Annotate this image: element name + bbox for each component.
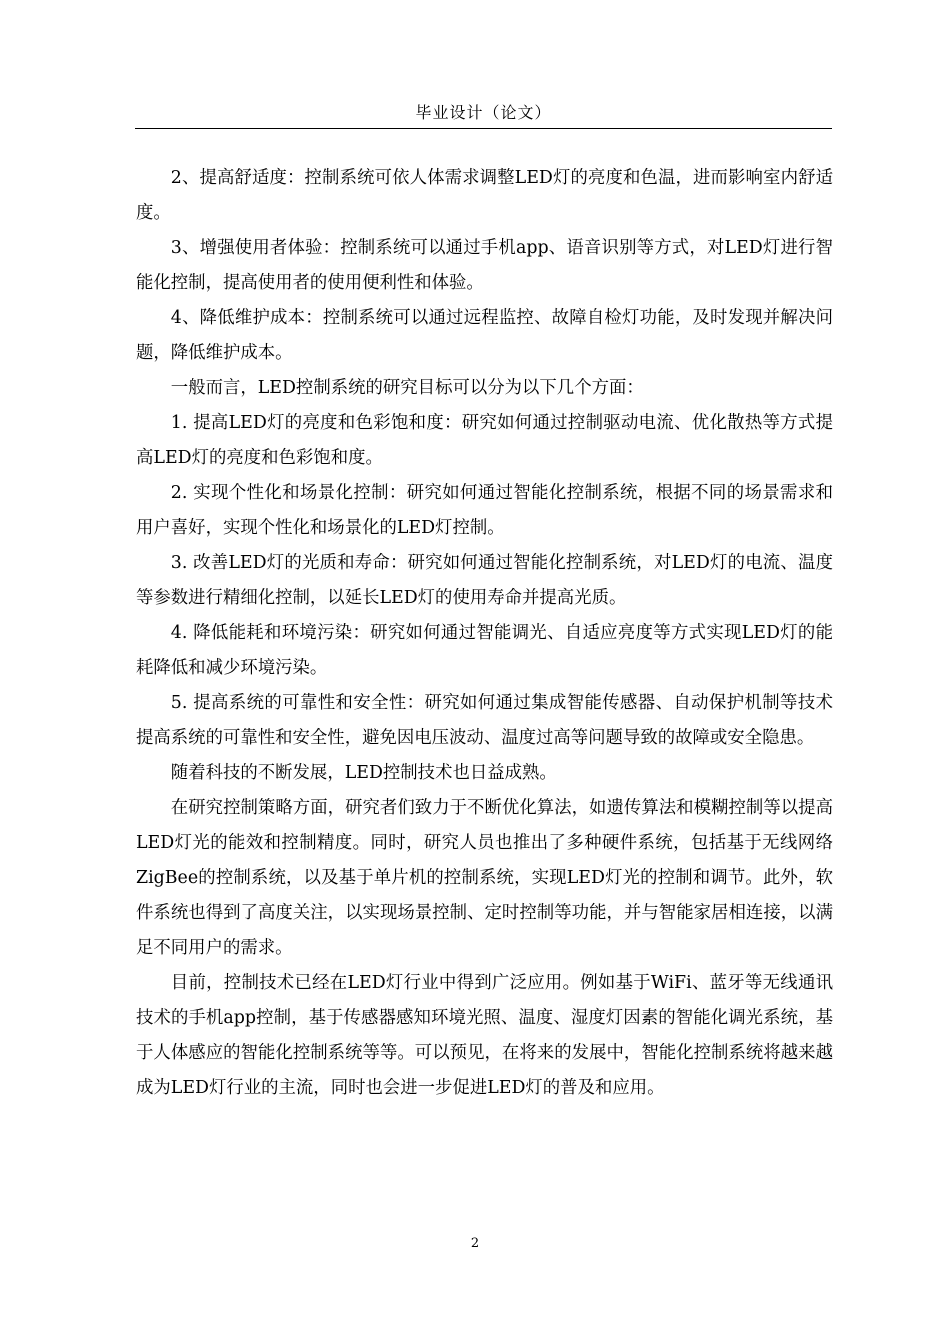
paragraph-goal-energy: 4. 降低能耗和环境污染：研究如何通过智能调光、自适应亮度等方式实现LED灯的能耗降低和减少环境污染。 <box>136 623 833 678</box>
document-body <box>136 161 833 1106</box>
paragraph-goal-personalization: 2. 实现个性化和场景化控制：研究如何通过智能化控制系统，根据不同的场景需求和用户喜好，实现个性化和场景化的LED灯控制。 <box>136 483 833 538</box>
page-number: 2 <box>470 1236 480 1251</box>
paragraph-goal-reliability: 5. 提高系统的可靠性和安全性：研究如何通过集成智能传感器、自动保护机制等技术提高系统的可靠性和安全性，避免因电压波动、温度过高等问题导致的故障或安全隐患。 <box>136 693 833 748</box>
paragraph-tech-maturity: 随着科技的不断发展，LED控制技术也日益成熟。 <box>170 763 557 783</box>
header-divider <box>135 128 832 129</box>
paragraph-research-goals-intro: 一般而言，LED控制系统的研究目标可以分为以下几个方面： <box>170 378 644 398</box>
paragraph-maintenance-cost: 4、降低维护成本：控制系统可以通过远程监控、故障自检灯功能，及时发现并解决问题，降低维护成本。 <box>136 308 833 363</box>
paragraph-comfort: 2、提高舒适度：控制系统可依人体需求调整LED灯的亮度和色温，进而影响室内舒适度。 <box>136 168 833 223</box>
page-header-title: 毕业设计（论文） <box>415 103 552 122</box>
paragraph-goal-light-quality: 3. 改善LED灯的光质和寿命：研究如何通过智能化控制系统，对LED灯的电流、温度等参数进行精细化控制，以延长LED灯的使用寿命并提高光质。 <box>136 553 833 608</box>
paragraph-control-strategy: 在研究控制策略方面，研究者们致力于不断优化算法，如遗传算法和模糊控制等以提高LED灯光的能效和控制精度。同时，研究人员也推出了多种硬件系统，包括基于无线网络ZigBee的控制系统，以及基于单片机的控制系统，实现LED灯光的控制和调节。此外，软件系统也得到了高度关注，以实现场景控制、定时控制等功能，并与智能家居相连接，以满足不同用户的需求。 <box>136 798 833 958</box>
paragraph-user-experience: 3、增强使用者体验：控制系统可以通过手机app、语音识别等方式，对LED灯进行智能化控制，提高使用者的使用便利性和体验。 <box>136 238 833 293</box>
paragraph-current-applications: 目前，控制技术已经在LED灯行业中得到广泛应用。例如基于WiFi、蓝牙等无线通讯技术的手机app控制，基于传感器感知环境光照、温度、湿度灯因素的智能化调光系统，基于人体感应的智能化控制系统等等。可以预见，在将来的发展中，智能化控制系统将越来越成为LED灯行业的主流，同时也会进一步促进LED灯的普及和应用。 <box>136 973 833 1098</box>
paragraph-goal-brightness: 1. 提高LED灯的亮度和色彩饱和度：研究如何通过控制驱动电流、优化散热等方式提高LED灯的亮度和色彩饱和度。 <box>136 413 833 468</box>
